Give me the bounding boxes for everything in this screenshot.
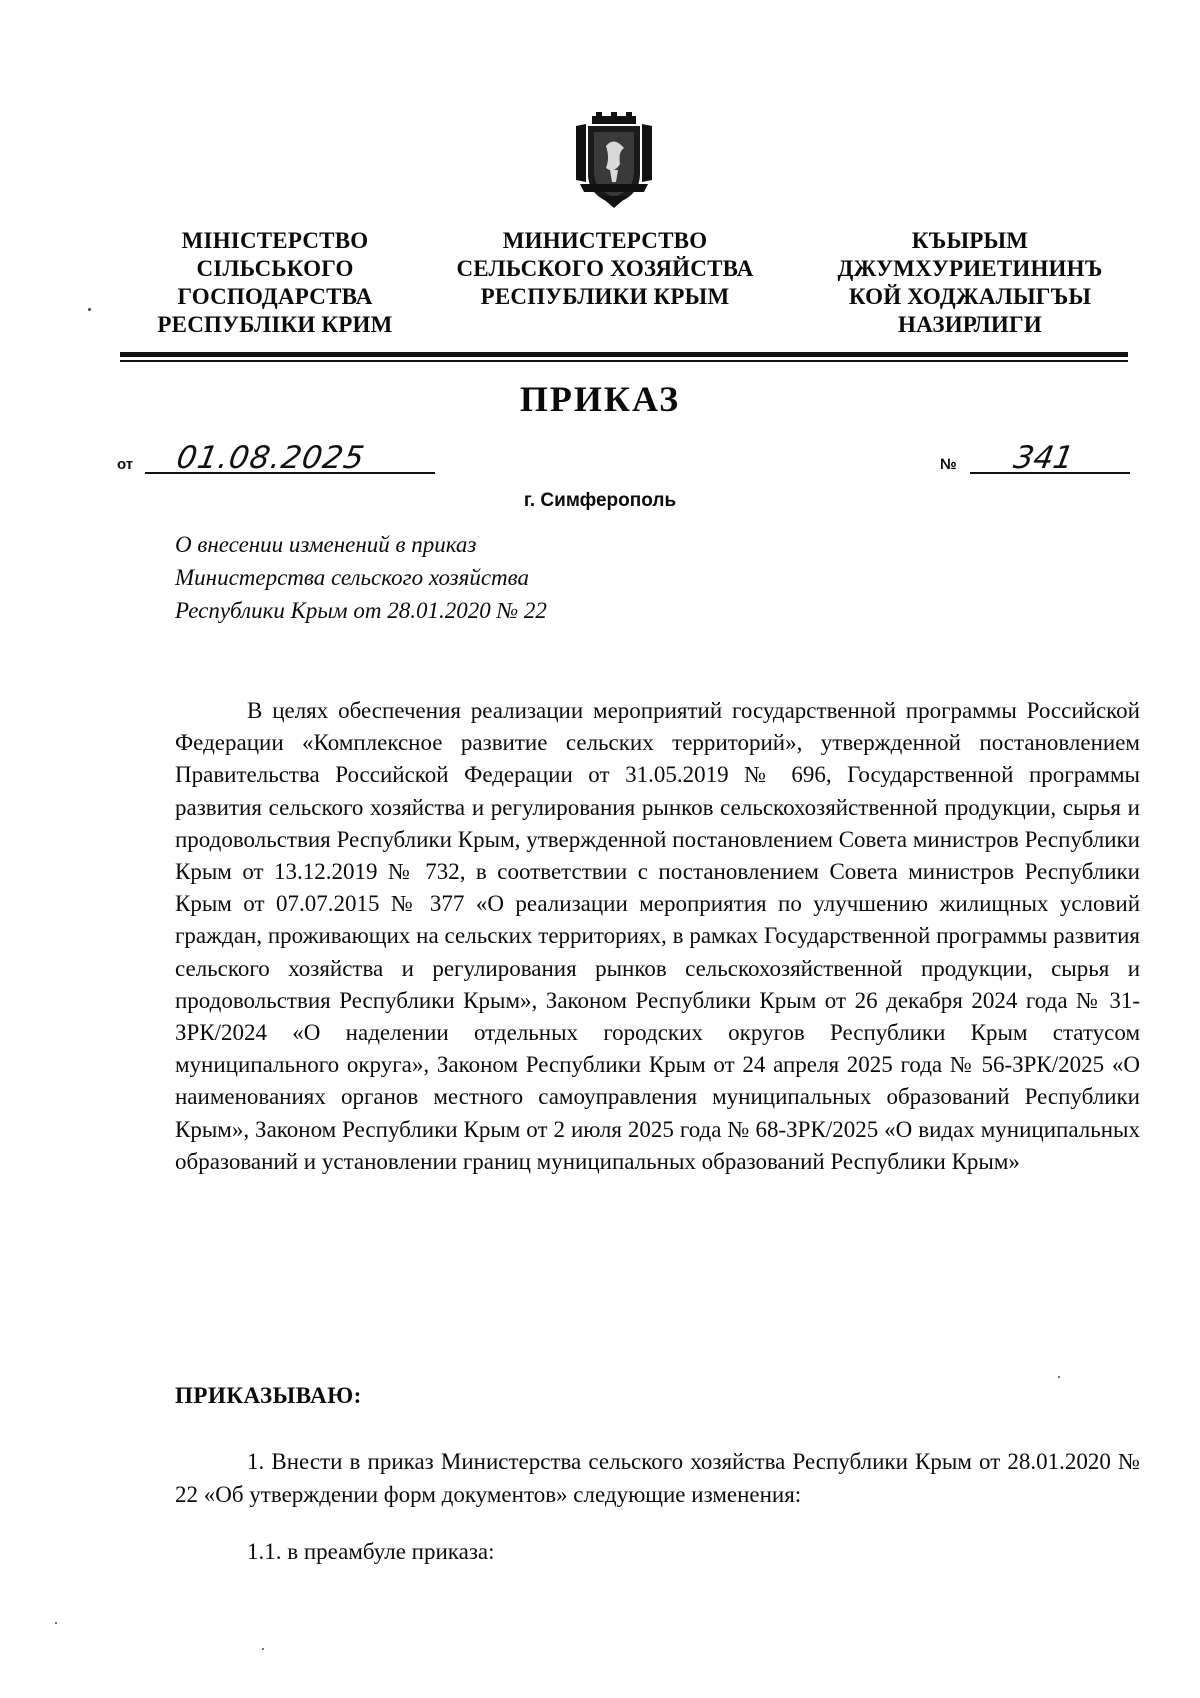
header-divider-thick bbox=[120, 352, 1128, 357]
date-prefix: от bbox=[117, 456, 134, 473]
ministry-ru-line: СЕЛЬСКОГО ХОЗЯЙСТВА bbox=[456, 256, 754, 281]
document-title: ПРИКАЗ bbox=[519, 379, 681, 419]
ministry-ua-line: СІЛЬСЬКОГО bbox=[196, 256, 354, 281]
ministry-ct-line: КОЙ ХОДЖАЛЫГЪЫ bbox=[848, 284, 1092, 309]
subject-line: Министерства сельского хозяйства bbox=[175, 565, 529, 590]
ministry-ru-line: РЕСПУБЛИКИ КРЫМ bbox=[480, 284, 730, 309]
scan-speck bbox=[55, 1622, 57, 1624]
ministry-name-russian bbox=[440, 227, 770, 311]
ministry-ct-line: НАЗИРЛИГИ bbox=[898, 312, 1042, 337]
number-prefix: № bbox=[940, 456, 957, 473]
subject-line: О внесении изменений в приказ bbox=[175, 532, 477, 557]
order-item-1: 1. Внести в приказ Министерства сельского хозяйства Республики Крым от 28.01.2020 № 22 «Об утверждении форм документов» следующие изменения: bbox=[175, 1449, 1140, 1507]
ministry-name-ukrainian bbox=[140, 227, 410, 339]
ministry-ct-line: ДЖУМХУРИЕТИНИНЪ bbox=[837, 256, 1103, 281]
scan-speck bbox=[88, 308, 91, 311]
ministry-ru-line: МИНИСТЕРСТВО bbox=[502, 228, 708, 253]
handwritten-number: 341 bbox=[1010, 440, 1077, 476]
preamble-paragraph: В целях обеспечения реализации мероприятий государственной программы Российской Федерации «Комплексное развитие сельских территорий», утвержденной постановлением Правительства Российской Федерации от 31.05.2019 № 696, Государственной программы развития сельского хозяйства и регулирования рынков сельскохозяйственной продукции, сырья и продовольствия Республики Крым, утвержденной постановлением Совета министров Республики Крым от 13.12.2019 № 732, в соответствии с постановлением Совета министров Республики Крым от 07.07.2015 № 377 «О реализации мероприятия по улучшению жилищных условий граждан, проживающих на сельских территориях, в рамках Государственной программы развития сельского хозяйства и регулирования рынков сельскохозяйственной продукции, сырья и продовольствия Республики Крым», Законом Республики Крым от 26 декабря 2024 года № 31-ЗРК/2024 «О наделении отдельных городских округов Республики Крым статусом муниципального округа», Законом Республики Крым от 24 апреля 2025 года № 56-ЗРК/2025 «О наименованиях органов местного самоуправления муниципальных образований Республики Крым», Законом Республики Крым от 2 июля 2025 года № 68-ЗРК/2025 «О видах муниципальных образований и установлении границ муниципальных образований Республики Крым» bbox=[175, 698, 1140, 1174]
ministry-name-crimean-tatar bbox=[805, 227, 1135, 339]
order-directive-heading: ПРИКАЗЫВАЮ: bbox=[175, 1383, 362, 1408]
document-number-field bbox=[940, 438, 1130, 478]
scan-speck bbox=[262, 1648, 264, 1650]
coat-of-arms-emblem bbox=[572, 112, 656, 210]
header-divider-thin bbox=[120, 360, 1128, 362]
scan-speck bbox=[1058, 1376, 1060, 1378]
ministry-ct-line: КЪЫРЫМ bbox=[911, 228, 1029, 253]
document-date-field bbox=[117, 438, 437, 478]
ministry-ua-line: ГОСПОДАРСТВА bbox=[177, 284, 373, 309]
handwritten-date: 01.08.2025 bbox=[173, 440, 368, 476]
ministry-ua-line: РЕСПУБЛІКИ КРИМ bbox=[157, 312, 393, 337]
document-subject bbox=[175, 528, 547, 627]
order-item-1-1: 1.1. в преамбуле приказа: bbox=[247, 1539, 495, 1564]
subject-line: Республики Крым от 28.01.2020 № 22 bbox=[175, 598, 547, 623]
ministry-ua-line: МІНІСТЕРСТВО bbox=[181, 228, 369, 253]
document-city: г. Симферополь bbox=[523, 490, 677, 511]
